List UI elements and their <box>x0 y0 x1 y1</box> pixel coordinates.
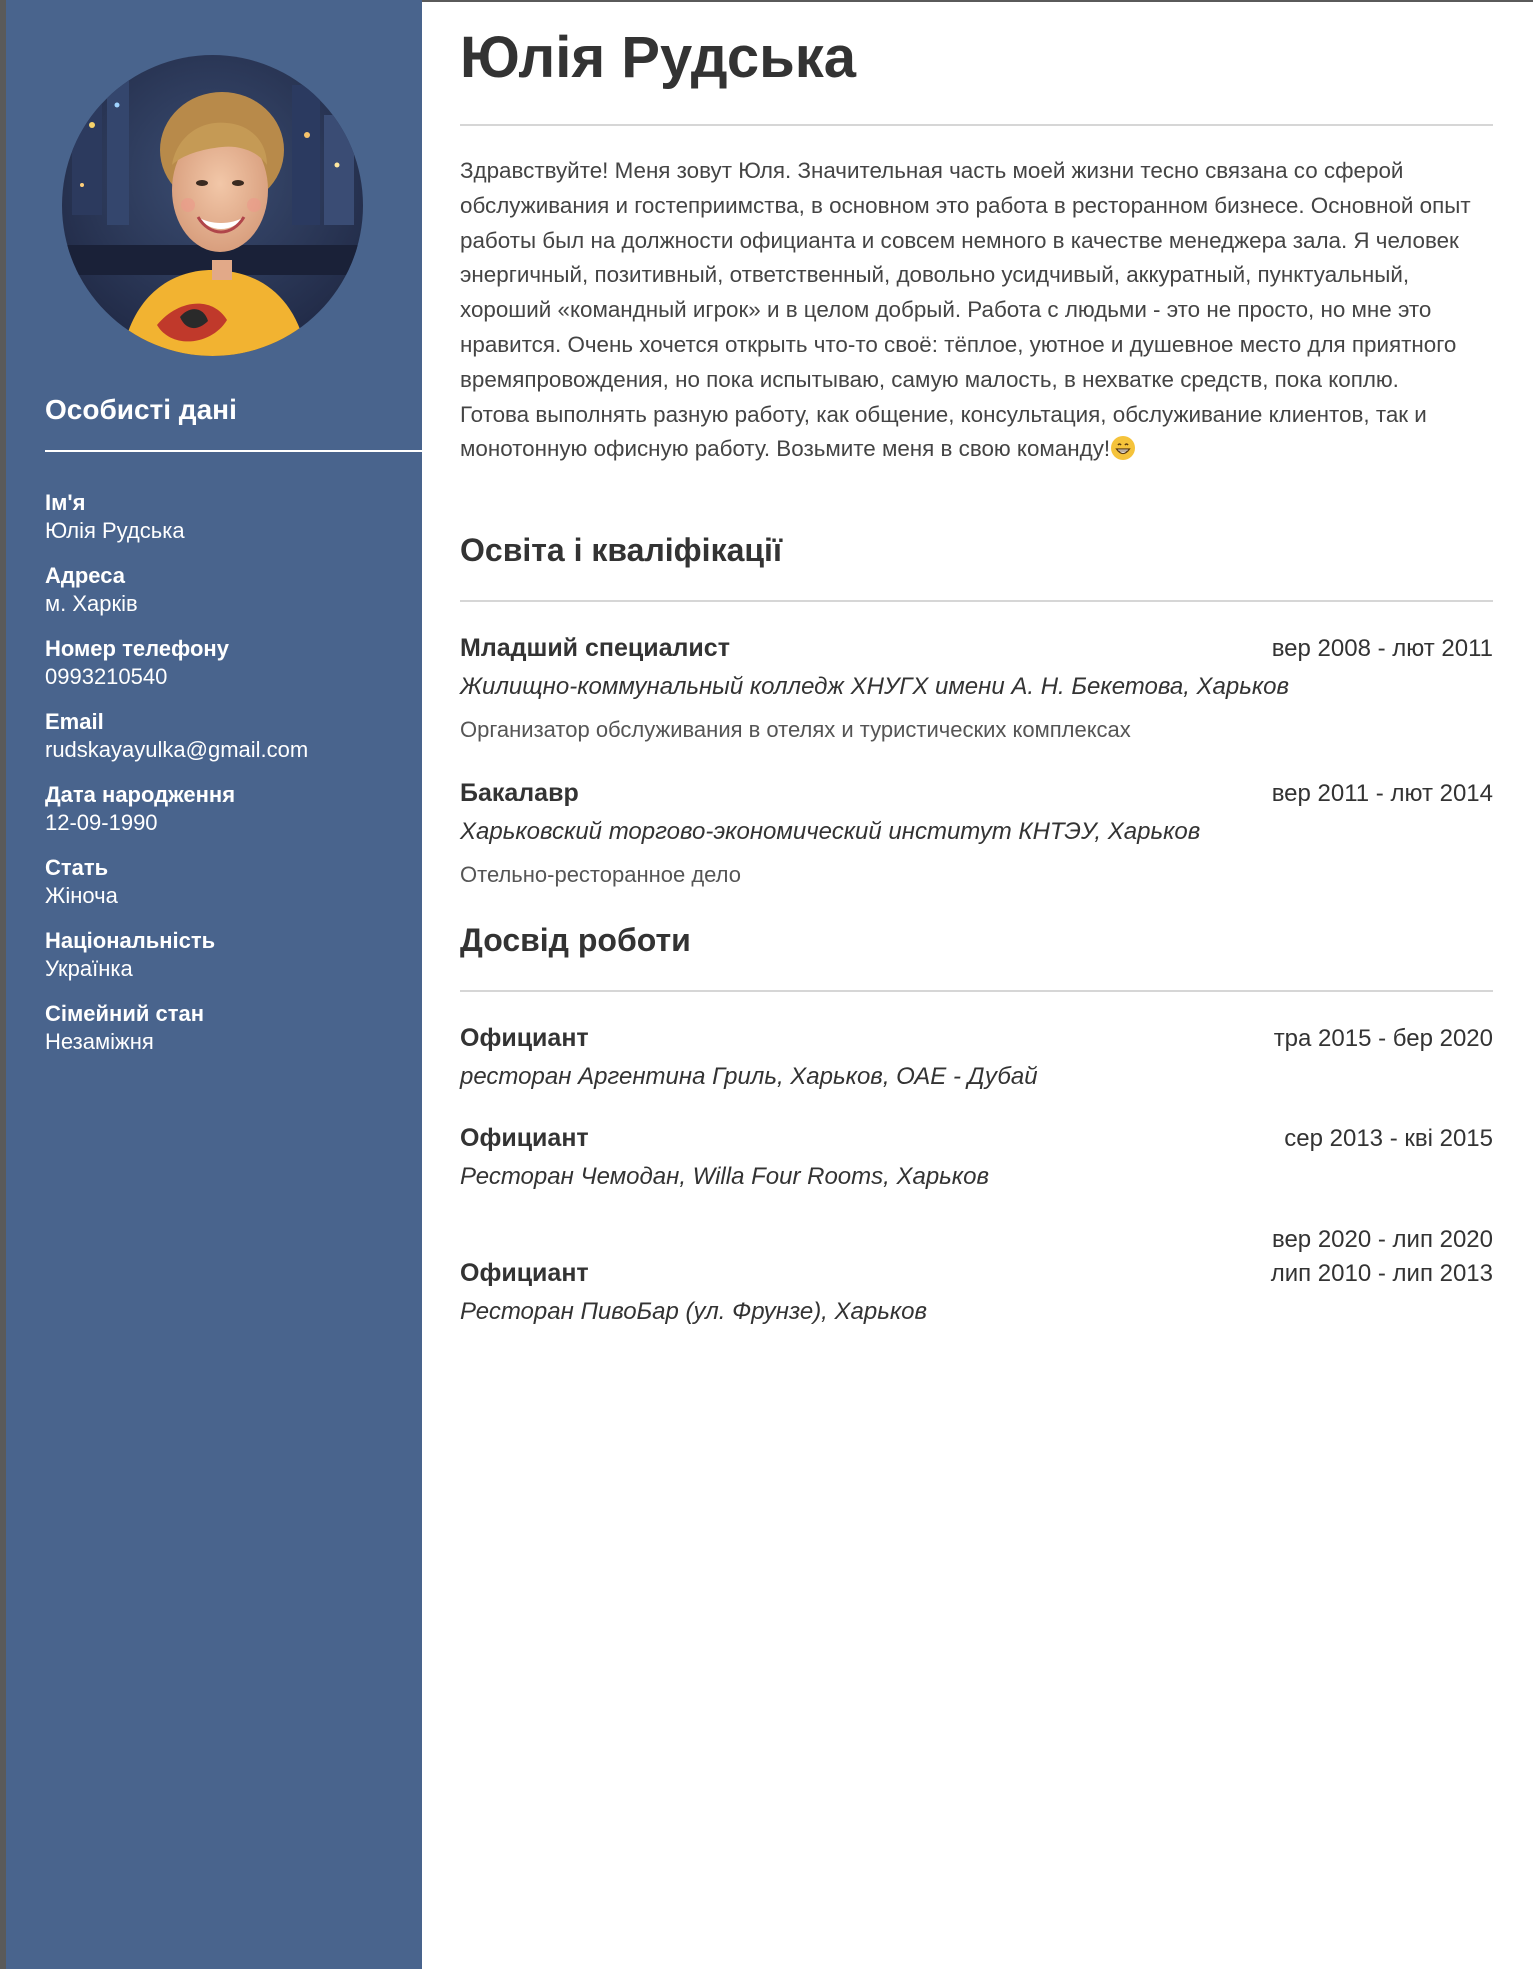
field-birth-date <box>45 781 415 837</box>
field-phone <box>45 635 415 691</box>
field-value: 0993210540 <box>45 664 168 689</box>
field-address <box>45 562 415 618</box>
job-dates: лип 2010 - лип 2013 <box>1270 1260 1493 1287</box>
education-dates: вер 2011 - лют 2014 <box>1271 780 1493 807</box>
field-email <box>45 708 415 764</box>
field-nationality <box>45 927 415 983</box>
field-label: Email <box>45 709 104 734</box>
experience-heading: Досвід роботи <box>460 922 691 958</box>
field-label: Стать <box>45 855 109 880</box>
job-position: Официант <box>460 1024 589 1052</box>
job-place: ресторан Аргентина Гриль, Харьков, ОАЕ - Дубай <box>460 1063 1038 1090</box>
education-institution: Харьковский торгово-экономический институт КНТЭУ, Харьков <box>460 818 1201 845</box>
field-label: Адреса <box>45 563 125 588</box>
job-position: Официант <box>460 1259 589 1287</box>
field-marital-status <box>45 1000 415 1056</box>
education-degree: Младший специалист <box>460 634 730 662</box>
job-place: Ресторан Чемодан, Willa Four Rooms, Харьков <box>460 1163 990 1190</box>
experience-divider <box>460 990 1493 992</box>
personal-data-heading: Особисті дані <box>45 394 237 425</box>
sidebar-divider <box>45 450 422 452</box>
job-dates: вер 2020 - лип 2020 <box>1271 1226 1493 1253</box>
job-place: Ресторан ПивоБар (ул. Фрунзе), Харьков <box>460 1298 928 1325</box>
education-dates: вер 2008 - лют 2011 <box>1271 635 1493 662</box>
field-value: Юлія Рудська <box>45 518 185 543</box>
field-name <box>45 489 415 545</box>
field-label: Ім'я <box>45 490 86 515</box>
avatar-photo <box>62 55 363 356</box>
field-value: 12-09-1990 <box>45 810 158 835</box>
page-title: Юлія Рудська <box>460 25 857 90</box>
field-label: Національність <box>45 928 216 953</box>
education-institution: Жилищно-коммунальный колледж ХНУГХ имени А. Н. Бекетова, Харьков <box>460 673 1290 700</box>
sidebar <box>6 0 422 1969</box>
avatar <box>62 55 363 356</box>
about-text <box>460 154 1493 467</box>
field-value: Українка <box>45 956 133 981</box>
field-value: м. Харків <box>45 591 138 616</box>
education-divider <box>460 600 1493 602</box>
job-dates: сер 2013 - кві 2015 <box>1284 1125 1493 1152</box>
education-specialty: Организатор обслуживания в отелях и туристических комплексах <box>460 717 1131 742</box>
field-value: Жіноча <box>45 883 118 908</box>
field-label: Дата народження <box>45 782 236 807</box>
field-label: Номер телефону <box>45 636 229 661</box>
education-specialty: Отельно-ресторанное дело <box>460 862 742 887</box>
job-position: Официант <box>460 1124 589 1152</box>
field-value: Незаміжня <box>45 1029 154 1054</box>
about-paragraph: Здравствуйте! Меня зовут Юля. Значительная часть моей жизни тесно связана со сферой обслуживания и гостеприимства, в основном это работа в ресторанном бизнесе. Основной опыт работы был на должности официанта и совсем немного в качестве менеджера зала. Я человек энергичный, позитивный, ответственный, довольно усидчивый, аккуратный, пунктуальный, хороший «командный игрок» и в целом добрый. Работа с людьми - это не просто, но мне это нравится. Очень хочется открыть что-то своё: тёплое, уютное и душевное место для приятного времяпровождения, но пока испытываю, самую малость, в нехватке средств, пока коплю. <box>460 158 1471 392</box>
job-dates: тра 2015 - бер 2020 <box>1273 1025 1493 1052</box>
field-gender <box>45 854 415 910</box>
about-paragraph-2 <box>460 398 1493 468</box>
field-label: Сімейний стан <box>45 1001 205 1026</box>
education-heading: Освіта і кваліфікації <box>460 532 782 568</box>
title-divider <box>460 124 1493 126</box>
grinning-face-emoji-icon <box>1110 435 1136 461</box>
education-degree: Бакалавр <box>460 779 579 807</box>
field-value: rudskayayulka@gmail.com <box>45 737 309 762</box>
about-paragraph-text: Готова выполнять разную работу, как общение, консультация, обслуживание клиентов, так и монотонную офисную работу. Возьмите меня в свою команду! <box>460 401 1427 462</box>
